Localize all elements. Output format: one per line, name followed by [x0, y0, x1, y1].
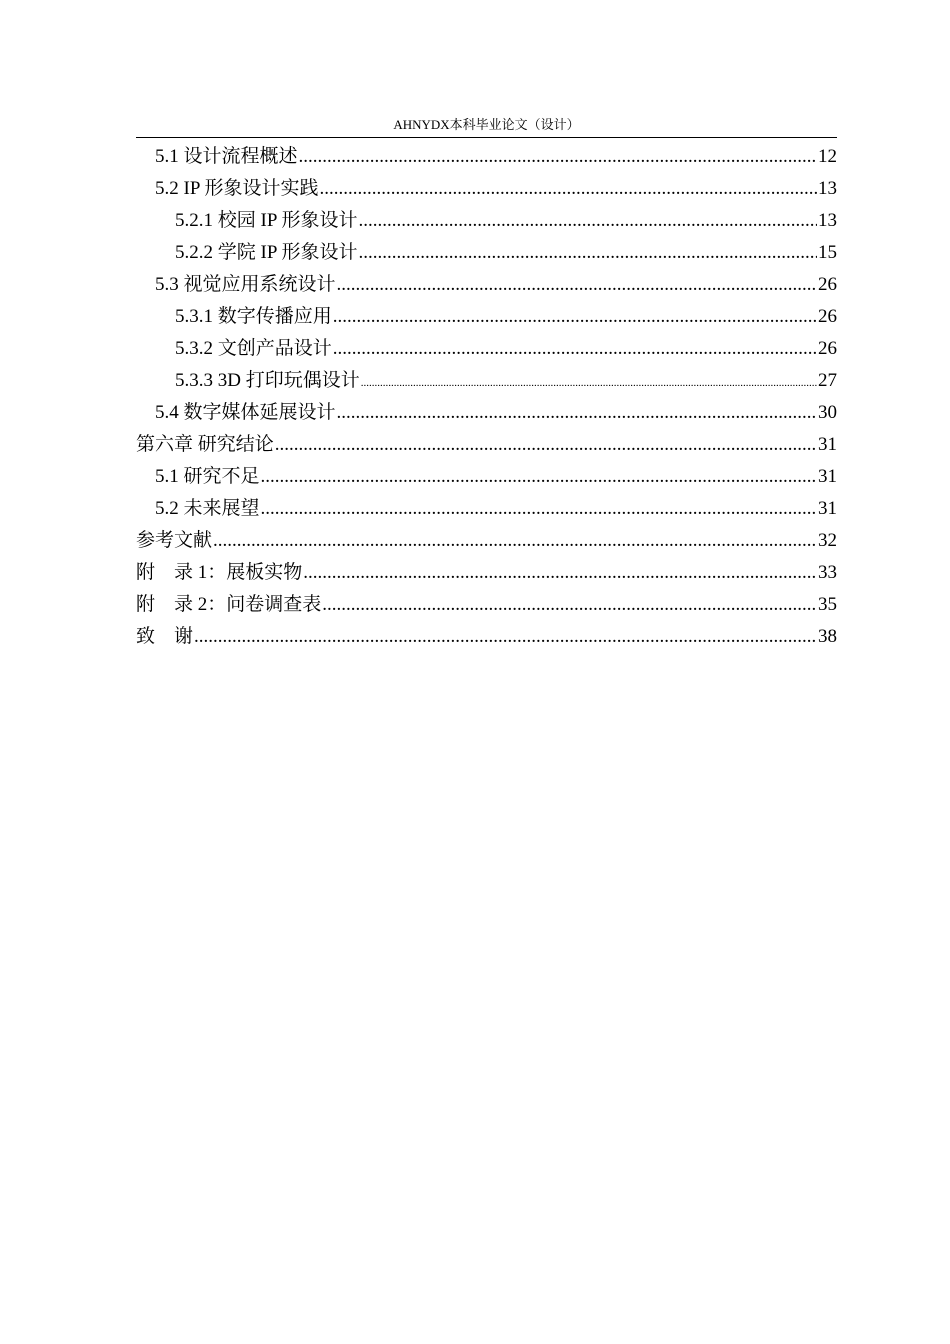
toc-entry-page: 13 — [818, 178, 837, 199]
header-rule — [136, 137, 837, 138]
toc-entry[interactable] — [136, 205, 837, 237]
toc-entry-title: 附 录 1：展板实物 — [136, 562, 303, 583]
toc-entry[interactable] — [136, 525, 837, 557]
toc-dot-leader — [361, 367, 817, 399]
toc-entry[interactable] — [136, 237, 837, 269]
toc-entry-title: 5.2 IP 形象设计实践 — [155, 178, 319, 199]
toc-dot-leader — [333, 301, 817, 333]
toc-entry-page: 26 — [818, 306, 837, 327]
toc-dot-leader — [337, 397, 817, 429]
toc-entry-title: 5.1 研究不足 — [155, 466, 260, 487]
toc-entry[interactable] — [136, 173, 837, 205]
toc-entry-title: 第六章 研究结论 — [136, 434, 274, 455]
toc-entry[interactable] — [136, 589, 837, 621]
toc-dot-leader — [303, 557, 817, 589]
toc-entry[interactable] — [136, 621, 837, 653]
running-header: AHNYDX本科毕业论文（设计） — [393, 117, 580, 132]
toc-entry-page: 30 — [818, 402, 837, 423]
toc-dot-leader — [333, 333, 817, 365]
toc-entry[interactable] — [136, 301, 837, 333]
toc-dot-leader — [275, 429, 817, 461]
toc-entry-title: 5.1 设计流程概述 — [155, 146, 298, 167]
toc-entry-title: 5.2.2 学院 IP 形象设计 — [175, 242, 358, 263]
toc-entry-title: 附 录 2：问卷调查表 — [136, 594, 322, 615]
toc-entry[interactable] — [136, 557, 837, 589]
toc-entry-page: 31 — [818, 498, 837, 519]
toc-entry-page: 33 — [818, 562, 837, 583]
table-of-contents — [136, 141, 837, 653]
toc-entry-page: 32 — [818, 530, 837, 551]
toc-dot-leader — [261, 461, 817, 493]
toc-dot-leader — [322, 589, 817, 621]
toc-dot-leader — [299, 141, 817, 173]
toc-entry-page: 26 — [818, 338, 837, 359]
toc-entry-page: 13 — [818, 210, 837, 231]
toc-entry-page: 15 — [818, 242, 837, 263]
toc-entry[interactable] — [136, 269, 837, 301]
toc-dot-leader — [213, 525, 817, 557]
toc-entry-page: 31 — [818, 434, 837, 455]
toc-entry[interactable] — [136, 429, 837, 461]
toc-entry[interactable] — [136, 333, 837, 365]
toc-dot-leader — [319, 173, 817, 205]
toc-entry[interactable] — [136, 461, 837, 493]
toc-entry-title: 参考文献 — [136, 530, 213, 551]
toc-entry-title: 5.2 未来展望 — [155, 498, 260, 519]
toc-dot-leader — [261, 493, 817, 525]
toc-entry-title: 5.2.1 校园 IP 形象设计 — [175, 210, 358, 231]
toc-dot-leader — [358, 205, 817, 237]
toc-entry-page: 26 — [818, 274, 837, 295]
toc-entry[interactable] — [136, 493, 837, 525]
toc-entry-title: 5.3.1 数字传播应用 — [175, 306, 332, 327]
toc-entry-page: 38 — [818, 626, 837, 647]
toc-entry[interactable] — [136, 365, 837, 397]
toc-dot-leader — [337, 269, 817, 301]
toc-entry-page: 27 — [818, 370, 837, 391]
toc-entry-title: 5.4 数字媒体延展设计 — [155, 402, 336, 423]
toc-dot-leader — [358, 237, 817, 269]
toc-dot-leader — [194, 621, 817, 653]
toc-entry-page: 12 — [818, 146, 837, 167]
toc-entry-title: 5.3.3 3D 打印玩偶设计 — [175, 370, 360, 391]
toc-entry-title: 5.3.2 文创产品设计 — [175, 338, 332, 359]
toc-entry[interactable] — [136, 397, 837, 429]
toc-entry-page: 35 — [818, 594, 837, 615]
toc-entry[interactable] — [136, 141, 837, 173]
toc-entry-page: 31 — [818, 466, 837, 487]
toc-entry-title: 5.3 视觉应用系统设计 — [155, 274, 336, 295]
toc-entry-title: 致 谢 — [136, 626, 194, 647]
